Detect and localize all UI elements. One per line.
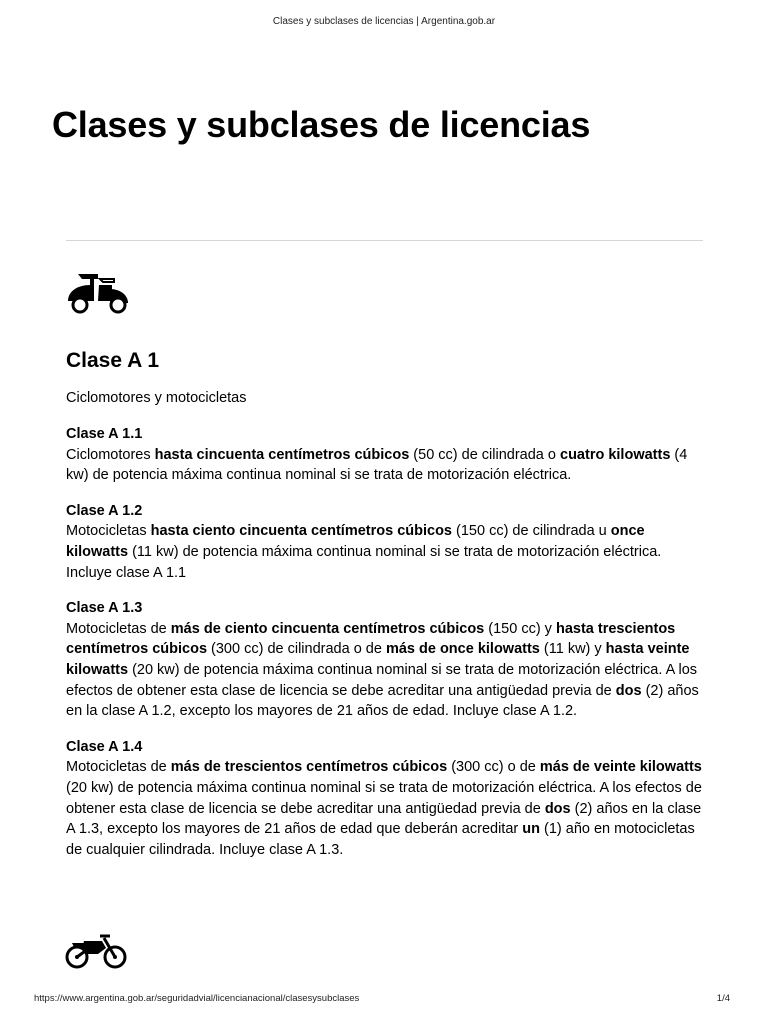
text-run: (4 kw) de potencia máxima continua nominal si se trata de motorización eléctrica. [66,446,688,484]
subclass-a1-4 [66,737,708,861]
page-title: Clases y subclases de licencias [52,104,591,145]
text-run: Motocicletas de [66,620,171,637]
text-run: Motocicletas de [66,759,171,776]
motorcycle-icon [64,932,128,970]
text-run: (150 cc) y [484,620,556,637]
footer-url: https://www.argentina.gob.ar/seguridadvial/licencianacional/clasesysubclases [34,993,360,1004]
title-divider [66,240,703,241]
bold-phrase: más de once kilowatts [385,641,540,658]
text-run: Ciclomotores [66,446,155,463]
footer-page-number: 1/4 [716,993,730,1004]
bold-phrase: más de ciento cincuenta centímetros cúbicos [170,620,485,637]
bold-phrase: hasta veinte kilowatts [66,641,690,678]
subclass-a1-3 [66,598,708,722]
scooter-icon [64,267,132,317]
text-run: (2) años en la clase A 1.2, excepto los mayores de 21 años de edad. Incluye clase A 1.2. [66,682,699,720]
class-a1-subtitle: Ciclomotores y motocicletas [66,390,247,406]
subclass-text [66,619,708,722]
subclass-a1-1 [66,424,708,486]
subclass-text [66,445,708,486]
text-run: (20 kw) de potencia máxima continua nominal si se trata de motorización eléctrica. A los efectos de obtener esta clase de licencia se debe acreditar una antigüedad previa de [66,661,698,699]
subclass-a1-2 [66,501,708,583]
bold-phrase: más de trescientos centímetros cúbicos [170,759,448,776]
bold-phrase: dos [615,682,642,699]
print-header-title: Clases y subclases de licencias | Argentina.gob.ar [272,16,496,27]
text-run: (11 kw) de potencia máxima continua nominal si se trata de motorización eléctrica. Incluye clase A 1.1 [66,543,662,581]
text-run: Motocicletas [66,523,151,540]
subclass-text [66,757,708,860]
bold-phrase: dos [544,800,571,817]
subclass-text [66,521,708,583]
class-a1-section [66,344,708,860]
text-run: (20 kw) de potencia máxima continua nominal si se trata de motorización eléctrica. A los efectos de obtener esta clase de licencia se debe acreditar una antigüedad previa de [66,779,702,817]
text-run: (150 cc) de cilindrada u [452,523,611,540]
bold-phrase: hasta trescientos centímetros cúbicos [66,620,676,658]
bold-phrase: cuatro kilowatts [560,446,671,463]
bold-phrase: más de veinte kilowatts [539,759,702,776]
text-run: (2) años en la clase A 1.3, excepto los mayores de 21 años de edad que deberán acreditar [66,800,702,838]
subclass-title: Clase A 1.4 [66,738,143,755]
text-run: (1) año en motocicletas de cualquier cilindrada. Incluye clase A 1.3. [66,821,695,858]
bold-phrase: un [522,821,540,838]
bold-phrase: hasta ciento cincuenta centímetros cúbicos [150,523,452,540]
subclass-title: Clase A 1.2 [66,502,143,519]
text-run: (300 cc) de cilindrada o de [207,641,386,658]
class-a1-title: Clase A 1 [66,349,159,372]
text-run: (300 cc) o de [447,759,540,776]
subclass-title: Clase A 1.1 [66,426,143,442]
text-run: (11 kw) y [539,641,606,658]
bold-phrase: hasta cincuenta centímetros cúbicos [154,446,410,463]
subclass-title: Clase A 1.3 [66,600,143,617]
text-run: (50 cc) de cilindrada o [409,446,560,463]
bold-phrase: once kilowatts [66,523,645,560]
